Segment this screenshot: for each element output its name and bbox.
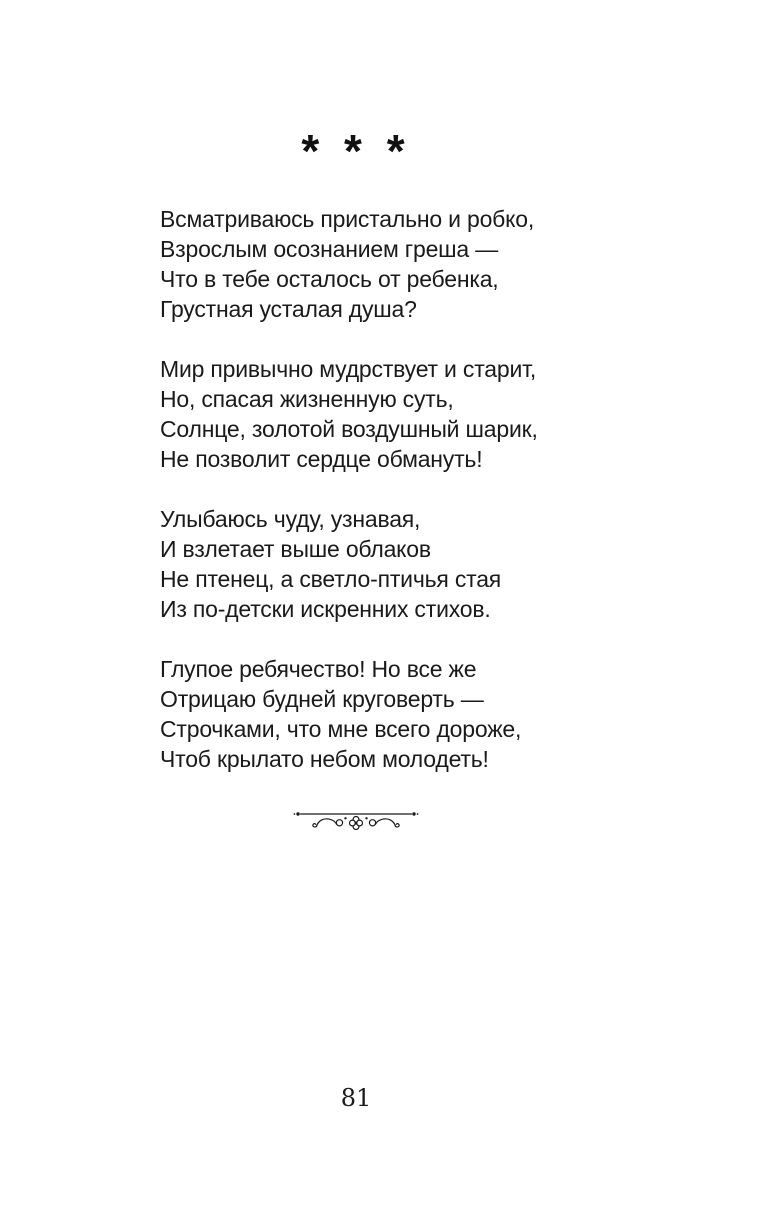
poem-title-asterisks: * * * <box>301 125 411 177</box>
stanza-2 <box>160 354 552 474</box>
stanza-4 <box>160 654 552 774</box>
poem-line: Не птенец, а светло-птичья стая <box>160 566 502 592</box>
stanza-1 <box>160 204 552 324</box>
poem-line: Всматриваюсь пристально и робко, <box>160 206 535 232</box>
poem-content <box>160 125 552 836</box>
poem-line: Улыбаюсь чуду, узнавая, <box>160 506 421 532</box>
poem-line: Но, спасая жизненную суть, <box>160 386 454 412</box>
scroll-flourish-divider-icon <box>293 806 419 836</box>
ornamental-divider <box>160 806 552 836</box>
page-number: 81 <box>340 1084 372 1112</box>
poem-line: Мир привычно мудрствует и старит, <box>160 356 537 382</box>
poem-line: Грустная усталая душа? <box>160 296 417 322</box>
poem-line: Из по-детски искренних стихов. <box>160 596 491 622</box>
poem-line: Чтоб крылато небом молодеть! <box>160 746 489 772</box>
poem-line: Взрослым осознанием греша — <box>160 236 498 262</box>
poem-line: И взлетает выше облаков <box>160 536 431 562</box>
poem-line: Что в тебе осталось от ребенка, <box>160 266 499 292</box>
poem-line: Не позволит сердце обмануть! <box>160 446 483 472</box>
poem-line: Солнце, золотой воздушный шарик, <box>160 416 538 442</box>
poem-line: Отрицаю будней круговерть — <box>160 686 484 712</box>
stanza-3 <box>160 504 552 624</box>
poem-line: Строчками, что мне всего дороже, <box>160 716 522 742</box>
poem-line: Глупое ребячество! Но все же <box>160 656 477 682</box>
